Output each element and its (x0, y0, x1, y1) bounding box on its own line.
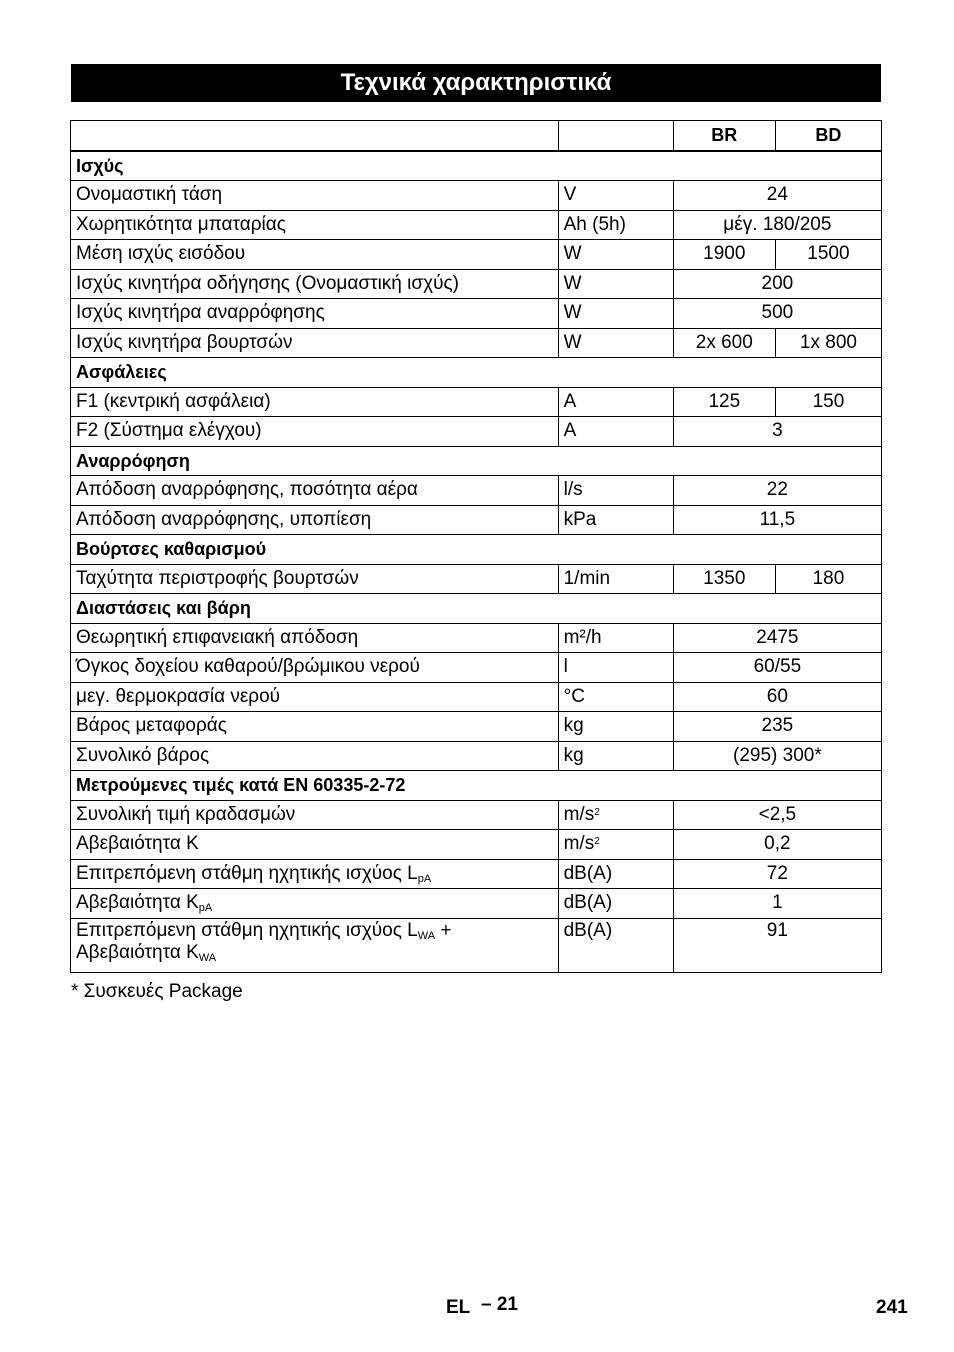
footer-language: EL (446, 1297, 471, 1318)
header-bd: BD (775, 121, 881, 151)
row-unit: l (558, 653, 673, 683)
section-dimensions: Διαστάσεις και βάρη (71, 594, 882, 624)
label-text: Αβεβαιότητα K (76, 892, 199, 914)
row-unit: Ah (5h) (558, 210, 673, 240)
table-row (71, 299, 882, 329)
row-unit: W (558, 299, 673, 329)
row-value: <2,5 (673, 800, 881, 830)
row-unit: W (558, 328, 673, 358)
row-unit: dB(A) (558, 889, 673, 919)
unit-text: m/s (563, 833, 595, 855)
row-label: Όγκος δοχείου καθαρού/βρώμικου νερού (71, 653, 559, 683)
row-unit: kPa (558, 505, 673, 535)
section-row (71, 771, 882, 801)
section-row (71, 358, 882, 388)
row-unit: W (558, 269, 673, 299)
row-unit: °C (558, 682, 673, 712)
row-unit: kg (558, 712, 673, 742)
row-label: Απόδοση αναρρόφησης, υποπίεση (71, 505, 559, 535)
unit-superscript: 2 (594, 836, 600, 848)
row-value: (295) 300* (673, 741, 881, 771)
header-br: BR (673, 121, 775, 151)
footer-page-number: 241 (876, 1297, 908, 1318)
table-row (71, 653, 882, 683)
row-label: Ταχύτητα περιστροφής βουρτσών (71, 564, 559, 594)
row-label (71, 918, 559, 972)
section-row (71, 151, 882, 181)
row-label: Ισχύς κινητήρα βουρτσών (71, 328, 559, 358)
row-value-bd: 180 (775, 564, 881, 594)
label-text-2: Αβεβαιότητα K (76, 941, 199, 963)
table-row (71, 181, 882, 211)
section-row (71, 446, 882, 476)
row-label: Χωρητικότητα μπαταρίας (71, 210, 559, 240)
section-suction: Αναρρόφηση (71, 446, 882, 476)
row-value: 22 (673, 476, 881, 506)
row-unit: l/s (558, 476, 673, 506)
unit-text: m/s (563, 803, 595, 825)
row-value-br: 125 (673, 387, 775, 417)
row-value: 72 (673, 859, 881, 889)
header-blank-unit (558, 121, 673, 151)
row-value-bd: 150 (775, 387, 881, 417)
row-label (71, 859, 559, 889)
row-label: Μέση ισχύς εισόδου (71, 240, 559, 270)
section-row (71, 535, 882, 565)
row-value: 1 (673, 889, 881, 919)
row-label: Συνολικό βάρος (71, 741, 559, 771)
specs-table (70, 120, 882, 973)
label-subscript-2: WA (198, 951, 217, 964)
row-unit: A (558, 387, 673, 417)
footer-section-page: – 21 (481, 1294, 518, 1315)
row-label: F1 (κεντρική ασφάλεια) (71, 387, 559, 417)
label-tail: + (435, 919, 452, 941)
row-unit: dB(A) (558, 918, 673, 972)
row-value: 60 (673, 682, 881, 712)
table-row (71, 741, 882, 771)
row-unit: 1/min (558, 564, 673, 594)
row-unit (558, 800, 673, 830)
label-text: Επιτρεπόμενη στάθμη ηχητικής ισχύος L (76, 862, 418, 884)
footnote: * Συσκευές Package (71, 981, 243, 1002)
table-row (71, 859, 882, 889)
row-unit (558, 830, 673, 860)
row-value: 235 (673, 712, 881, 742)
row-value-bd: 1x 800 (775, 328, 881, 358)
row-unit: W (558, 240, 673, 270)
row-value: 91 (673, 918, 881, 972)
row-label: Θεωρητική επιφανειακή απόδοση (71, 623, 559, 653)
row-label: Αβεβαιότητα K (71, 830, 559, 860)
row-value: 2475 (673, 623, 881, 653)
section-row (71, 594, 882, 624)
section-brushes: Βούρτσες καθαρισμού (71, 535, 882, 565)
unit-superscript: 2 (594, 806, 600, 818)
table-row (71, 623, 882, 653)
row-value-br: 1350 (673, 564, 775, 594)
table-row (71, 918, 882, 972)
table-row (71, 712, 882, 742)
table-row (71, 476, 882, 506)
row-label: Ισχύς κινητήρα οδήγησης (Ονομαστική ισχύς) (71, 269, 559, 299)
table-row (71, 830, 882, 860)
row-label: Ισχύς κινητήρα αναρρόφησης (71, 299, 559, 329)
row-label: Απόδοση αναρρόφησης, ποσότητα αέρα (71, 476, 559, 506)
section-fuses: Ασφάλειες (71, 358, 882, 388)
row-value: μέγ. 180/205 (673, 210, 881, 240)
section-power: Ισχύς (71, 151, 882, 181)
table-row (71, 417, 882, 447)
table-row (71, 889, 882, 919)
row-value: 3 (673, 417, 881, 447)
row-label: μεγ. θερμοκρασία νερού (71, 682, 559, 712)
row-value: 60/55 (673, 653, 881, 683)
row-label: Ονομαστική τάση (71, 181, 559, 211)
row-value-bd: 1500 (775, 240, 881, 270)
row-value-br: 1900 (673, 240, 775, 270)
table-row (71, 505, 882, 535)
row-value: 11,5 (673, 505, 881, 535)
row-unit: A (558, 417, 673, 447)
row-label: Βάρος μεταφοράς (71, 712, 559, 742)
table-row (71, 564, 882, 594)
row-unit: kg (558, 741, 673, 771)
label-subscript: pA (417, 872, 432, 885)
row-label: F2 (Σύστημα ελέγχου) (71, 417, 559, 447)
table-row (71, 240, 882, 270)
row-unit: V (558, 181, 673, 211)
row-label (71, 889, 559, 919)
row-unit: dB(A) (558, 859, 673, 889)
page-title: Τεχνικά χαρακτηριστικά (71, 64, 881, 102)
table-row (71, 269, 882, 299)
row-value: 500 (673, 299, 881, 329)
table-row (71, 387, 882, 417)
row-value: 0,2 (673, 830, 881, 860)
label-text: Επιτρεπόμενη στάθμη ηχητικής ισχύος L (76, 919, 418, 941)
table-row (71, 210, 882, 240)
section-measured: Μετρούμενες τιμές κατά EN 60335-2-72 (71, 771, 882, 801)
row-label: Συνολική τιμή κραδασμών (71, 800, 559, 830)
row-value-br: 2x 600 (673, 328, 775, 358)
table-row (71, 682, 882, 712)
header-blank (71, 121, 559, 151)
label-subscript: pA (198, 902, 213, 915)
row-value: 24 (673, 181, 881, 211)
row-value: 200 (673, 269, 881, 299)
table-header (71, 121, 882, 151)
table-row (71, 328, 882, 358)
table-row (71, 800, 882, 830)
row-unit: m²/h (558, 623, 673, 653)
label-subscript: WA (417, 929, 436, 942)
